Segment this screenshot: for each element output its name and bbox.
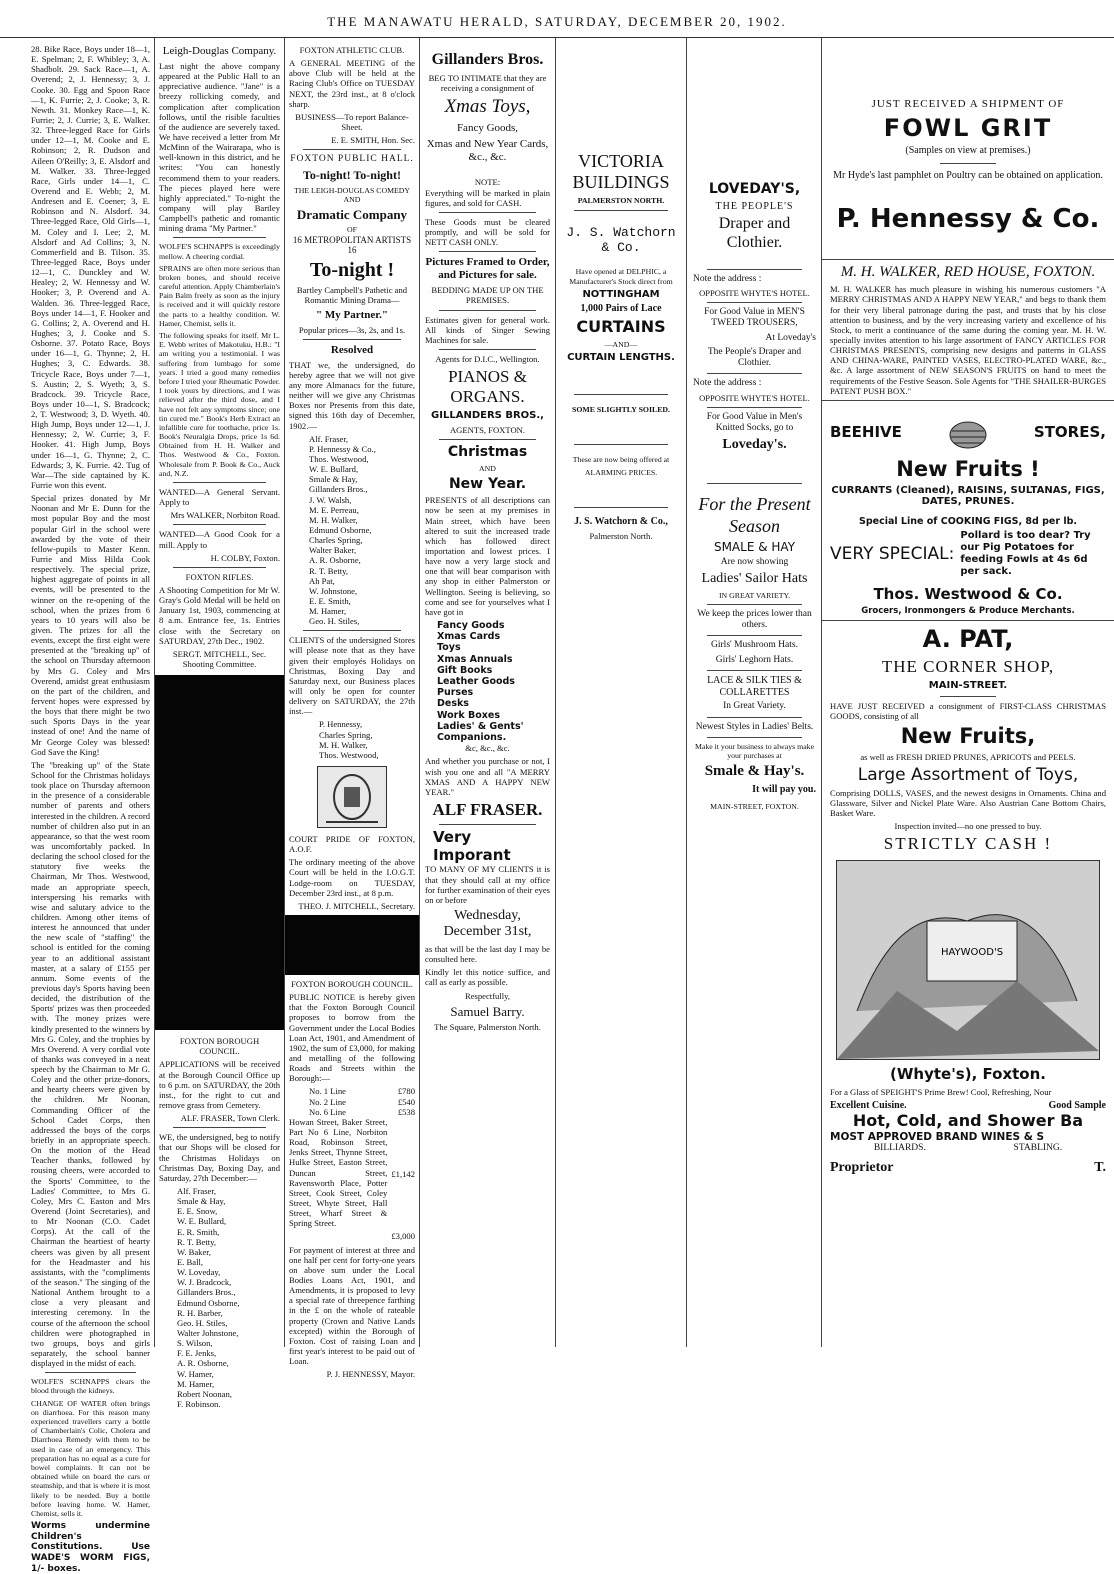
- divider: [439, 349, 536, 350]
- divider: [45, 1372, 136, 1373]
- resolved-name: W. E. Bullard,: [309, 464, 359, 475]
- divider: [707, 717, 802, 718]
- court-signature: THEO. J. MITCHELL, Secretary.: [298, 900, 415, 911]
- closing-name: Alf. Fraser,: [177, 1185, 217, 1196]
- column-5: [556, 38, 687, 1347]
- sports-results: 28. Bike Race, Boys under 18—1, E. Spelman; 2, F. Whibley; 3, A. Shadbolt. 29. Sack Race—1, A. Overend; 2, J. Hennessy; 3, J. Cooke. 30. Egg and Spoon Race—1, K. Furrie; 2, J. Cooke; 3, R. Newth. 31. Monkey Race—1, K. Furrie; 2, J. Currie; 3, E. Walker. 32. Three-legged Race for Girls under 12—1, M. Cooke and E. Robinson; 2, R. Dudson and Aileen O'Reilly; 3, E. Alsdorf and M. Walker. 33. Three-legged Race, Girls under 14—1, C. Overend and E. Webb; 2, M. Andresen and E. Coener; 3, E. Robinson and N. Alsdorf. 34. Three-legged Race, Old Girls—1, M. Coley and I. Lee; 2, M. Alsdorf and Ad Collins; 3, N. Commerfield and B. Tilson. 35. Three-legged Race, Boys under 12—1, C. Dunckley and W. Healey; 2, W. Hennessy and W. Hooker; 3, P. Overend and A. Walden. 36. Three-legged Race, Boys under 14—1, F. Hooker and G. Collins; 2, A. Overend and H. Hughes; 3, J. Cooke and S. Osborne. 37. Potato Race, Boys under 16—1, G. Thynne; 2, H. Hughes; 3, C. Edwards. 38. Tricycle Race, Boys under 7—1, S. Austin; 2, S. Wyeth; 3, S. Bradcock. 39. Tricycle Race, Boys under 10—1, S. Bradcock; 2, T. Westwood; 3, D. Wyeth. 40. High Jump, Boys under 12—1, J. Hennessy; 2, W. Currie; 3, F. Hooker. 41. High Jump, Boys under 16—1, G. Thynne; 2, C. Edwards; 3, K. Furrie. 42. Tug of War—The side captained by K. Furrie won this event.: [31, 44, 150, 491]
- loan-road: No. 6 Line: [309, 1106, 346, 1117]
- athletic-club-business: BUSINESS—To report Balance-Sheet.: [295, 111, 409, 132]
- masthead: THE MANAWATU HERALD, SATURDAY, DECEMBER 20, 1902.: [0, 0, 1114, 38]
- loveday-signature: Loveday's.: [722, 436, 787, 452]
- resolved-name: M. E. Perreau,: [309, 504, 359, 515]
- drama-description: Bartley Campbell's Pathetic and Romantic Mining Drama—: [296, 285, 408, 306]
- lace-ties: LACE & SILK TIES & COLLARETTES: [707, 674, 802, 698]
- blacked-out-area: [285, 915, 419, 975]
- resolved-name: R. T. Betty,: [309, 565, 348, 576]
- closing-name: F. Robinson.: [177, 1398, 221, 1409]
- a-pat-title: A. PAT,: [922, 625, 1014, 654]
- closing-name: Geo. H. Stiles,: [177, 1317, 228, 1328]
- goods-item: Gift Books: [437, 664, 493, 676]
- dramatic-company: Dramatic Company: [296, 207, 408, 222]
- important-heading: Imporant: [433, 845, 511, 864]
- closing-name: W. J. Bradcock,: [177, 1277, 232, 1288]
- sailor-hats: Ladies' Sailor Hats: [701, 571, 808, 587]
- tweed-trousers: For Good Value in MEN'S TWEED TROUSERS,: [704, 307, 805, 329]
- in-great-variety: In Great Variety.: [723, 701, 786, 712]
- goods-item: Xmas Cards: [437, 631, 501, 643]
- athletic-club-notice: A GENERAL MEETING of the above Club will be held at the Racing Club's Office on TUESDAY NEXT, the 23rd inst., at 8 o'clock sharp.: [289, 58, 415, 109]
- closing-name: S. Wilson,: [177, 1338, 213, 1349]
- metropolitan-artists: 16 METROPOLITAN ARTISTS 16: [292, 234, 412, 256]
- tonight-headline: To-night! To-night!: [303, 168, 401, 183]
- divider: [439, 824, 536, 825]
- agents-foxton: AGENTS, FOXTON.: [449, 424, 526, 435]
- samuel-barry: Samuel Barry.: [450, 1003, 525, 1019]
- goods-item: Toys: [437, 642, 461, 654]
- and-separator: —AND—: [604, 340, 638, 350]
- stabling: STABLING.: [1013, 1143, 1063, 1154]
- very-heading: Very: [433, 828, 472, 847]
- newspaper-page: [0, 38, 1114, 1574]
- borough-notice: PUBLIC NOTICE is hereby given that the Foxton Borough Council proposes to borrow from the Government under the Local Bodies Loan Act, 1901, and Amendment of 1902, the sum of £3,000, for making and metalling of the following Roads and Streets within the Borough:—: [289, 992, 415, 1084]
- very-special: VERY SPECIAL:: [830, 544, 955, 565]
- goods-item: Fancy Goods: [437, 620, 505, 632]
- alf-fraser: ALF FRASER.: [432, 799, 543, 819]
- and-label: AND: [479, 463, 496, 473]
- xmas-toys: Xmas Toys,: [444, 96, 531, 118]
- divider: [940, 696, 996, 697]
- resolved-name: Geo. H. Stiles,: [309, 616, 360, 627]
- popular-prices: Popular prices—3s, 2s, and 1s.: [298, 324, 406, 335]
- opened-notice: Have opened at DELPHIC, a Manufacturer's Stock direct from: [569, 267, 673, 286]
- curtains: CURTAINS: [576, 317, 666, 337]
- resolved-name: Thos. Westwood,: [309, 453, 369, 464]
- divider: [303, 339, 401, 340]
- fresh-dried: as well as FRESH DRIED PRUNES, APRICOTS and PEELS.: [860, 751, 1076, 762]
- strictly-cash: STRICTLY CASH !: [883, 834, 1053, 854]
- resolved-name: M. H. Walker,: [309, 514, 358, 525]
- alarming-prices: ALARMING PRICES.: [584, 467, 658, 477]
- dic-agents: Agents for D.I.C., Wellington.: [435, 353, 540, 364]
- loveday-title: LOVEDAY'S,: [708, 181, 801, 197]
- rifles-notice: A Shooting Competition for Mr W. Gray's Gold Medal will be held on January 1st, 1903, commencing at 8 a.m. Entrance fee, 1s. Entries close with the Secretary on SATURDAY, 27th Dec., 1902.: [159, 585, 280, 646]
- resolved-name: Edmund Osborne,: [309, 524, 372, 535]
- palmerston-north-2: Palmerston North.: [589, 530, 653, 541]
- resolved-name: Alf. Fraser,: [309, 433, 349, 444]
- closing-name: Walter Johnstone,: [177, 1327, 239, 1338]
- sprains-ad: SPRAINS are often more serious than broken bones, and should receive careful attention. Apply Chamberlain's Pain Balm freely as soon as the injury is received and it will quickly restore the parts to a healthy condition. W. Hamer, Chemist, sells it.: [159, 263, 280, 328]
- christmas-goods: HAVE JUST RECEIVED a consignment of FIRST-CLASS CHRISTMAS GOODS, consisting of all: [830, 700, 1106, 721]
- schnapps-note: WOLFE'S SCHNAPPS is exceedingly mellow. A cheering cordial.: [159, 242, 280, 261]
- blacked-out-area: [155, 675, 284, 1030]
- emblem-icon: [318, 767, 386, 827]
- hotel-engraving-icon: [837, 861, 1099, 1059]
- leigh-douglas-review: Last night the above company appeared at the Public Hall to an appreciative audience. "Jane" is a breezy rollicking comedy, and complication after complication follows, until the risible faculties of the audience are severely taxed. We have received a letter from Mr McMinn of the Wairarapa, who is well-known in this district, and he writes: "You can honestly recommend them to your readers. The pieces played here were highly appreciated." To-night the company will play Bartley Campbell's pathetic and romantic mining drama "My Partner.": [159, 60, 280, 234]
- toys-assortment: Large Assortment of Toys,: [857, 764, 1079, 785]
- borough-council-title: FOXTON BOROUGH COUNCIL.: [179, 1036, 260, 1057]
- column-2: [155, 38, 285, 1409]
- court-title: COURT PRIDE OF FOXTON, A.O.F.: [289, 834, 415, 855]
- cooking-figs: Special Line of COOKING FIGS, 8d per lb.: [858, 516, 1077, 528]
- approved-brand: MOST APPROVED BRAND WINES & S: [830, 1130, 1045, 1143]
- received-shipment: JUST RECEIVED A SHIPMENT OF: [871, 98, 1065, 110]
- bedding: BEDDING MADE UP ON THE PREMISES.: [431, 285, 544, 306]
- divider: [707, 737, 802, 738]
- main-street-foxton: MAIN-STREET, FOXTON.: [710, 801, 799, 811]
- divider: [707, 635, 802, 636]
- loan-amount: £538: [397, 1106, 415, 1117]
- closing-name: W. Hamer,: [177, 1368, 214, 1379]
- gillanders-intimate: BEG TO INTIMATE that they are receiving a consignment of: [428, 72, 547, 94]
- hotel-sign: HAYWOOD'S: [940, 947, 1004, 959]
- loan-row: [309, 1107, 415, 1117]
- resolved-name: Smale & Hay,: [309, 474, 358, 485]
- good-sample: Good Sample: [1048, 1100, 1106, 1112]
- proprietor-row: [830, 1160, 1106, 1177]
- resolved-names: [289, 434, 415, 627]
- closing-name: F. E. Jenks,: [177, 1348, 217, 1359]
- note-address: Note the address :: [693, 274, 762, 285]
- victoria-buildings: VICTORIA BUILDINGS: [572, 151, 670, 193]
- new-year-heading: New Year.: [448, 475, 527, 492]
- streets-list: Howan Street, Baker Street, Part No 6 Line, Norbiton Road, Robinson Street, Jenks Street, Thynne Street, Hulke Street, Easton Street, Duncan Street, Ravensworth Place, Potter Street, Cook Street, Coley Street, Whyte Street, Hall Street, Wharf Street & Spring Street.: [289, 1116, 388, 1229]
- goods-item: Xmas Annuals: [437, 653, 513, 665]
- clients-name: P. Hennessy,: [319, 719, 363, 730]
- clients-notice: CLIENTS of the undersigned Stores will please note that as they have given their employés Holidays on Christmas, Boxing Day and Saturday next, our Business places will only be open for counter delivery on SATURDAY, the 27th inst.—: [289, 635, 415, 717]
- divider: [173, 1127, 266, 1128]
- resolved-notice: THAT we, the undersigned, do hereby agree that we will not give any more Almanacs for the future, neither will we give any Christmas Boxes nor Presents from this date, signed this 16th day of December, 1902.—: [289, 359, 415, 431]
- stores-word: STORES,: [1033, 423, 1106, 441]
- speights-brew: For a Glass of SPEIGHT'S Prime Brew! Cool, Refreshing, Nour: [830, 1087, 1052, 1098]
- foresters-emblem: [317, 766, 387, 828]
- wanted-cook: WANTED—A Good Cook for a mill. Apply to: [159, 529, 280, 550]
- billiards: BILLIARDS.: [873, 1143, 926, 1154]
- streets-row: [289, 1117, 415, 1232]
- resolved-name: J. W. Walsh,: [309, 494, 352, 505]
- opposite-whytes: OPPOSITE WHYTE'S HOTEL.: [699, 288, 810, 299]
- divider: [303, 149, 401, 150]
- divider: [707, 670, 802, 671]
- divider: [173, 567, 266, 568]
- holiday-closing-names: [159, 1186, 280, 1409]
- divider: [574, 444, 668, 445]
- loan-table: [289, 1086, 415, 1116]
- peoples-draper: The People's Draper and Clothier.: [707, 346, 802, 369]
- goods-item: Leather Goods: [437, 676, 515, 688]
- at-lovedays: At Loveday's: [765, 332, 816, 343]
- divider: [439, 212, 536, 213]
- wanted-servant: WANTED—A General Servant. Apply to: [159, 487, 280, 508]
- closing-name: R. T. Betty,: [177, 1236, 216, 1247]
- borough-council-notice: APPLICATIONS will be received at the Borough Council Office up to 6 p.m. on SATURDAY, the 20th inst., for the right to cut and remove grass from Cemetery.: [159, 1059, 280, 1110]
- christmas-heading: Christmas: [447, 444, 528, 461]
- peoples-label: THE PEOPLE'S: [715, 200, 794, 212]
- slightly-soiled: SOME SLIGHTLY SOILED.: [571, 405, 670, 415]
- divider: [439, 251, 536, 252]
- prices-lower: We keep the prices lower than others.: [697, 608, 812, 631]
- column-1: [28, 38, 155, 1574]
- closing-name: E. E. Snow,: [177, 1206, 218, 1217]
- divider: [574, 507, 668, 508]
- my-partner: " My Partner.": [316, 308, 388, 321]
- square-address: The Square, Palmerston North.: [434, 1022, 541, 1033]
- closing-name: Edmund Osborne,: [177, 1297, 240, 1308]
- tonight-large: To-night !: [309, 258, 395, 281]
- beehive-icon: [946, 415, 990, 451]
- make-it-business: Make it your business to always make your purchases at: [694, 741, 815, 760]
- goods-item: Ladies' & Gents' Companions.: [437, 720, 524, 744]
- resolved-name: Ah Pat,: [309, 575, 335, 586]
- divider: [707, 604, 802, 605]
- lace-pairs: 1,000 Pairs of Lace: [580, 303, 662, 315]
- very-special-row: [830, 530, 1106, 577]
- loan-row: [309, 1086, 415, 1096]
- etc: &c, &c., &c.: [465, 743, 510, 754]
- palmerston-north: PALMERSTON NORTH.: [577, 196, 665, 206]
- of-line: OF: [347, 225, 357, 235]
- divider: [439, 439, 536, 440]
- ladies-belts: Newest Styles in Ladies' Belts.: [695, 721, 814, 732]
- proprietor: Proprietor: [830, 1160, 894, 1176]
- samples: (Samples on view at premises.): [905, 145, 1031, 157]
- divider: [173, 482, 266, 483]
- hennessy-title: P. Hennessy & Co.: [836, 203, 1100, 234]
- pollard-text: Pollard is too dear? Try our Pig Potatoes for feeding Fowls at 4s 6d per sack.: [960, 530, 1091, 577]
- loan-row: [309, 1097, 415, 1107]
- closing-name: W. E. Bullard,: [177, 1216, 227, 1227]
- divider: [707, 407, 802, 408]
- athletic-club-signature: E. E. SMITH, Hon. Sec.: [331, 135, 415, 146]
- goods-item: Desks: [437, 698, 469, 710]
- hotel-illustration: [836, 860, 1100, 1060]
- resolved-name: Gillanders Bros.,: [309, 484, 368, 495]
- resolved-name: Walter Baker,: [309, 545, 357, 556]
- divider: [439, 310, 536, 311]
- loan-payment: For payment of interest at three and one half per cent for forty-one years on above sum under the Local Bodies Loans Act, 1901, and Amendments, it is proposed to levy a special rate of threepence farthing in the £ on the whole of rateable property (Crown and Native Lands excepted) within the Borough of Foxton. Cost of raising Loan and first year's interest to be paid out of Loan.: [289, 1244, 415, 1367]
- resolved-name: A. R. Osborne,: [309, 555, 361, 566]
- mushroom-hats: Girls' Mushroom Hats.: [711, 640, 798, 651]
- watchorn-title: J. S. Watchorn & Co.: [566, 224, 676, 255]
- merry-xmas-wish: And whether you purchase or not, I wish you one and all "A MERRY XMAS AND A HAPPY NEW YEAR.": [425, 756, 550, 797]
- divider: [574, 394, 668, 395]
- leghorn-hats: Girls' Leghorn Hats.: [715, 654, 794, 665]
- currants-list: CURRANTS (Cleaned), RAISINS, SULTANAS, FIGS, DATES, PRUNES.: [831, 484, 1105, 508]
- grocers-line: Grocers, Ironmongers & Produce Merchants.: [861, 606, 1075, 617]
- divider: [707, 483, 802, 484]
- excellent-cuisine: Excellent Cuisine.: [830, 1100, 907, 1112]
- proprietor-initial: T.: [1094, 1160, 1106, 1176]
- pay-you: It will pay you.: [752, 783, 816, 795]
- gillanders-title: Gillanders Bros.: [431, 51, 544, 68]
- nottingham: NOTTINGHAM: [582, 288, 660, 300]
- now-showing: Are now showing: [720, 557, 789, 568]
- kindly: Kindly let this notice suffice, and call as early as possible.: [425, 967, 550, 988]
- schnapps-ad: WOLFE'S SCHNAPPS clears the blood through the kidneys.: [31, 1377, 150, 1396]
- special-prizes: Special prizes donated by Mr Noonan and Mr E. Dunn for the most popular Boy and the most popular Girl in the school were awarded by the vote of their fellow-pupils to Master Kenn. Furrie and Miss Hilda Cook respectively. The special prize, highest aggregate of points in all events, will be presented to the winner on the re-opening of the school, when the prizes from 6 years to 10 years will also be given. The prizes for all the events, except the first eight were presented at the "breaking up" of the school on Thursday afternoon by Mrs G. Coley and Mrs Overend, amidst great enthusiasm on the part of the children, and fervent hopes were expressed by the boys that there might be two such Sports Days in the year instead of one! And the name of Mr George Coley was blessed! God Save the King!: [31, 493, 150, 757]
- goods-item: Purses: [437, 687, 474, 699]
- wednesday-date: Wednesday, December 31st,: [443, 907, 532, 940]
- curtain-lengths: CURTAIN LENGTHS.: [567, 352, 675, 364]
- draper-clothier: Draper and Clothier.: [718, 215, 791, 252]
- last-day: as that will be the last day I may be consulted here.: [425, 943, 550, 965]
- closing-name: Gillanders Bros.,: [177, 1287, 236, 1298]
- offering-notice: These are now being offered at: [572, 455, 670, 465]
- divider: [707, 269, 802, 270]
- leigh-douglas-title: Leigh-Douglas Company.: [162, 45, 277, 57]
- wanted-servant-signature: Mrs WALKER, Norbiton Road.: [170, 510, 280, 521]
- divider: [303, 630, 401, 631]
- great-variety: IN GREAT VARIETY.: [718, 590, 791, 600]
- new-fruits-2: New Fruits,: [900, 723, 1036, 748]
- smale-hay: SMALE & HAY: [713, 539, 796, 554]
- resolved-name: P. Hennessy & Co.,: [309, 443, 376, 454]
- knitted-socks: For Good Value in Men's Knitted Socks, go to: [706, 411, 803, 433]
- rifles-title: FOXTON RIFLES.: [185, 571, 254, 582]
- dolls-vases: Comprising DOLLS, VASES, and the newest designs in Ornaments. China and Glassware, Silver and Nickel Plate Ware. Also Austrian Cane Bottom Chairs, Basket Ware.: [830, 787, 1106, 819]
- loan-amount: £540: [397, 1096, 415, 1107]
- clients-name: Charles Spring,: [319, 729, 373, 740]
- cleared-note: These Goods must be cleared promptly, and will be sold for NETT CASH ONLY.: [425, 216, 550, 248]
- new-fruits-heading: New Fruits !: [896, 456, 1040, 481]
- clients-names: [289, 719, 415, 760]
- column-3: [285, 38, 420, 1380]
- westwood-title: Thos. Westwood & Co.: [873, 584, 1063, 603]
- closing-name: E. Ball,: [177, 1256, 204, 1267]
- column-7: [822, 38, 1114, 1347]
- loan-amount: £780: [397, 1086, 415, 1097]
- loan-total: £3,000: [391, 1231, 415, 1242]
- smale-hays: Smale & Hay's.: [704, 763, 805, 780]
- closing-name: M. Hamer,: [177, 1378, 215, 1389]
- divider: [574, 210, 668, 211]
- inspection: Inspection invited—no one pressed to buy.: [894, 821, 1042, 832]
- athletic-club-title: FOXTON ATHLETIC CLUB.: [299, 45, 405, 55]
- pianos-organs: PIANOS & ORGANS.: [448, 367, 527, 407]
- resolved-title: Resolved: [330, 343, 374, 356]
- streets-sum: £1,142: [391, 1169, 415, 1180]
- chamberlain-ad: CHANGE OF WATER often brings on diarrhoea. For this reason many experienced travellers carry a bottle of Chamberlain's Colic, Cholera and Diarrhoea Remedy with them to be used in case of an emergency. This preparation has no equal as a cure for bowel complaints. It can not be obtained while on board the cars or steamship, and that is where it is most likely to be needed. Buy a bottle before leaving home. W. Hamer, Chemist, sells it.: [31, 1398, 150, 1518]
- fancy-goods: Fancy Goods,: [456, 121, 519, 134]
- testimonial-ad: The following speaks for itself. Mr L. E. Webb writes of Makotuku, H.B.: "I am writing you a testimonial. I was suffering from lumbago for some years. I tried a good many remedies before I tried your Rheumatic Powder. I took yours by directions, and I was relieved after the third dose, and I have not felt any symptoms since; one tin cured me." Book's Herb Extract an infallible cure for toothache, price 1s. Book's Neuralgia Drops, price 1s 6d. Obtained from H. H. Walker and Thos. Westwood & Co., Foxton. Wholesale from P. Book & Co., Auck and, N.Z.: [159, 331, 280, 478]
- closing-name: E. R. Smith,: [177, 1226, 220, 1237]
- marked-note: Everything will be marked in plain figures, and sold for CASH.: [425, 187, 550, 208]
- divider: [173, 237, 266, 238]
- divider: [940, 163, 996, 164]
- respectfully: Respectfully,: [464, 990, 511, 1001]
- breaking-up-report: The "breaking up" of the State School for the Christmas holidays took place on Thursday afternoon in the presence of a considerable number of parents and others interested in the children. A record number of children also put in an appearance, so that the west room was uncomfortably packed. In declaring the school closed for the statutory five weeks the Chairman, Mr Thos. Westwood, made an appropriate speech, interspersing his remarks with wise and salutary advice to the children. Among other items of interest he announced that under the new scale of "staffing" the school is entitled for the coming year to an additional assistant master, at a salary of £155 per annum. Some events of the previous day's Sports having been decided, the distribution of the Sports' prizes was then proceeded with. The money prizes were kindly presented to the winners by Mrs G. Coley, and the trophies by Mrs Overend. A very cordial vote of thanks was conveyed in a neat speech by the Chairman to Mr G. Coley and the other prize-donors, and hearty cheers were given by the children. Mr Noonan, Commanding Officer of the School Cadet Corps, then addressed the boys of the corps briefly in an appropriate speech. On the motion of the Head Teacher thanks, followed by rousing cheers, were accorded to the Sports' Committee, to the Ladies' Committee, to Mrs G. Coley, Mrs C. Easton and Mrs Overend (Joint Secretaries), and to Mr Noonan (C.O. Cadet Corps). At the call of the Chairman the heartiest of hearty cheers was given by all present for the Headmaster and his assistants, with the "compliments of the season." The singing of the National Anthem brought to a close a very pleasant and interesting ceremony. In the course of the afternoon the school children were photographed in two groups, boys and girls separately, the school banner displayed in the midst of each.: [31, 759, 150, 1369]
- goods-list: [425, 620, 550, 743]
- borough-title: FOXTON BOROUGH COUNCIL.: [291, 979, 413, 990]
- presents-notice: PRESENTS of all descriptions can now be seen at my premises in Main street, which have been altered to suit the increased trade which has followed direct importation and lowest prices. I have now a very large stock and one that will bear comparison with any shop in either Palmerston or Wellington. Seeing is believing, so come and see for yourselves what I have got in: [425, 495, 550, 617]
- hot-cold-shower: Hot, Cold, and Shower Ba: [852, 1111, 1084, 1130]
- divider: [707, 302, 802, 303]
- loan-road: No. 1 Line: [309, 1086, 346, 1097]
- resolved-name: Charles Spring,: [309, 535, 363, 546]
- resolved-name: E. E. Smith,: [309, 595, 351, 606]
- estimates: Estimates given for general work. All kinds of Singer Sewing Machines for sale.: [425, 314, 550, 345]
- fowl-grit: FOWL GRIT: [883, 113, 1053, 142]
- wanted-cook-signature: H. COLBY, Foxton.: [210, 552, 280, 563]
- clients-name: M. H. Walker,: [319, 739, 368, 750]
- clients-eyes: TO MANY OF MY CLIENTS it is that they should call at my office for further examination of their eyes on or before: [425, 864, 550, 905]
- rifles-signature: SERGT. MITCHELL, Sec. Shooting Committee.: [172, 648, 267, 670]
- note-address-2: Note the address :: [693, 378, 762, 389]
- corner-shop: THE CORNER SHOP,: [881, 656, 1055, 676]
- column-4: [420, 38, 556, 1347]
- gillanders-bros: GILLANDERS BROS.,: [431, 410, 544, 422]
- worm-figs-ad: Worms undermine Children's Constitutions. Use WADE'S WORM FIGS, 1/- boxes.: [31, 1521, 150, 1574]
- resolved-name: W. Johnstone,: [309, 585, 358, 596]
- clients-name: Thos. Westwood,: [319, 749, 379, 760]
- closing-name: A. R. Osborne,: [177, 1358, 229, 1369]
- loan-road: No. 2 Line: [309, 1096, 346, 1107]
- borough-signature: P. J. HENNESSY, Mayor.: [326, 1369, 415, 1380]
- closing-name: W. Baker,: [177, 1246, 211, 1257]
- goods-item: Work Boxes: [437, 709, 500, 721]
- court-notice: The ordinary meeting of the above Court will be held in the I.O.G.T. Lodge-room on TUESDAY, December 23rd inst., at 8 p.m.: [289, 857, 415, 898]
- walker-notice: M. H. WALKER has much pleasure in wishing his numerous customers "A MERRY CHRISTMAS AND A HAPPY NEW YEAR," and begs to thank them for their very liberal patronage during the past, and trusts that by his close attention to business, and by the very increasing variety and excellence of his Stock, to merit a continuance of the same during the coming year. M. H. W. specially invites attention to his large assortment of FANCY ARTICLES FOR CHRISTMAS PRESENTS, comprising new designs and patterns in GLASS AND CHINA-WARE, PAINTED VASES, ELECTRO-PLATED WARE, &c., &c. A large assortment of NEW SEASON'S FRUITS on hand to meet the requirements of the Festive Season. Sole Agents for "THE SHAILER-BURGES PATENT PUSH BOX.": [830, 284, 1106, 396]
- closing-name: Smale & Hay,: [177, 1196, 226, 1207]
- closing-name: W. Loveday,: [177, 1267, 221, 1278]
- closing-name: R. H. Barber,: [177, 1307, 223, 1318]
- beehive-header: [830, 415, 1106, 451]
- note-label: NOTE:: [474, 177, 501, 188]
- main-street: MAIN-STREET.: [928, 679, 1008, 691]
- xmas-cards: Xmas and New Year Cards, &c., &c.: [426, 137, 549, 163]
- closing-name: Robert Noonan,: [177, 1388, 232, 1399]
- pamphlet: Mr Hyde's last pamphlet on Poultry can be obtained on application.: [833, 170, 1103, 182]
- holiday-closing-notice: WE, the undersigned, beg to notify that our Shops will be closed for the Christmas Holidays on Christmas Day, Boxing Day, and Saturday, 27th December:—: [159, 1132, 280, 1183]
- opposite-whytes-2: OPPOSITE WHYTE'S HOTEL.: [699, 392, 810, 403]
- beehive-word: BEEHIVE: [830, 423, 902, 441]
- column-6: [687, 38, 822, 1347]
- walker-heading: M. H. WALKER, RED HOUSE, FOXTON.: [840, 263, 1096, 280]
- resolved-name: M. Hamer,: [309, 606, 347, 617]
- divider: [707, 373, 802, 374]
- watchorn-signature: J. S. Watchorn & Co.,: [574, 515, 668, 527]
- public-hall-title: FOXTON PUBLIC HALL.: [290, 154, 414, 165]
- pictures-framed: Pictures Framed to Order, and Pictures for sale.: [425, 256, 550, 282]
- whytes-foxton: (Whyte's), Foxton.: [890, 1065, 1046, 1084]
- divider: [173, 524, 266, 525]
- for-the-present: For the Present Season: [698, 494, 811, 536]
- borough-council-signature: ALF. FRASER, Town Clerk.: [180, 1113, 280, 1124]
- company-line: THE LEIGH-DOUGLAS COMEDY AND: [293, 185, 411, 204]
- billiards-row: [830, 1143, 1106, 1154]
